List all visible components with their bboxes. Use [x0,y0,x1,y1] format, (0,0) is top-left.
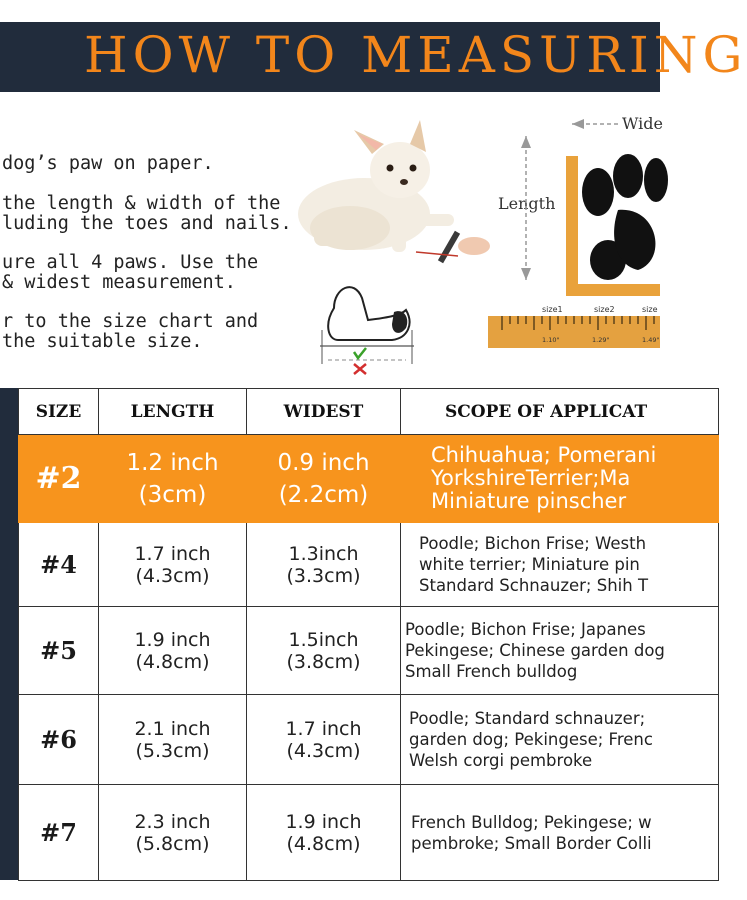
instruction-line-4: ure all 4 paws. Use the [2,252,259,273]
size-table [18,388,719,881]
length-label: Length [498,194,556,213]
widest-value: 1.9 inch (4.8cm) [247,785,401,881]
widest-value: 1.5inch (3.8cm) [247,607,401,695]
dog-illustration [292,118,502,380]
widest-value: 1.3inch (3.3cm) [247,523,401,607]
header-length: LENGTH [99,389,247,435]
length-value: 1.2 inch (3cm) [99,435,247,523]
scope-value: French Bulldog; Pekingese; w pembroke; Small Border Colli [401,785,719,881]
instruction-line-3: luding the toes and nails. [2,213,292,234]
size-value: #4 [19,523,99,607]
size-value: #6 [19,695,99,785]
instruction-line-5: & widest measurement. [2,272,236,293]
table-row [19,607,719,695]
size-chart [0,388,665,888]
ruler-value-3: 1.49" [642,336,660,344]
widest-value: 0.9 inch (2.2cm) [247,435,401,523]
table-row [19,785,719,881]
table-row [19,523,719,607]
length-value: 1.7 inch (4.3cm) [99,523,247,607]
size-value: #7 [19,785,99,881]
scope-value: Poodle; Bichon Frise; Westh white terrier; Miniature pin Standard Schnauzer; Shih T [401,523,719,607]
ruler-value-1: 1.10" [542,336,560,344]
scope-value: Poodle; Standard schnauzer; garden dog; Pekingese; Frenc Welsh corgi pembroke [401,695,719,785]
length-value: 2.3 inch (5.8cm) [99,785,247,881]
ruler-value-2: 1.29" [592,336,610,344]
length-value: 2.1 inch (5.3cm) [99,695,247,785]
page-title: HOW TO MEASURING [84,26,747,84]
table-header-row [19,389,719,435]
instruction-line-1: dog’s paw on paper. [2,153,214,174]
ruler-size-2: size2 [594,305,615,314]
widest-value: 1.7 inch (4.3cm) [247,695,401,785]
instruction-line-6: r to the size chart and [2,311,259,332]
instruction-line-7: the suitable size. [2,331,203,352]
instruction-line-2: the length & width of the [2,193,281,214]
size-value: #5 [19,607,99,695]
side-accent-bar [0,388,18,880]
table-row [19,695,719,785]
scope-value: Chihuahua; Pomerani YorkshireTerrier;Ma Miniature pinscher [401,435,719,523]
table-row [19,435,719,523]
header-widest: WIDEST [247,389,401,435]
width-label: Wide [622,114,663,133]
ruler-size-3: size [642,305,658,314]
ruler-size-1: size1 [542,305,563,314]
ruler [488,300,660,350]
size-value: #2 [19,435,99,523]
header-size: SIZE [19,389,99,435]
length-value: 1.9 inch (4.8cm) [99,607,247,695]
scope-value: Poodle; Bichon Frise; Japanes Pekingese; Chinese garden dog Small French bulldog [401,607,719,695]
header [0,0,747,96]
header-scope: SCOPE OF APPLICAT [401,389,719,435]
